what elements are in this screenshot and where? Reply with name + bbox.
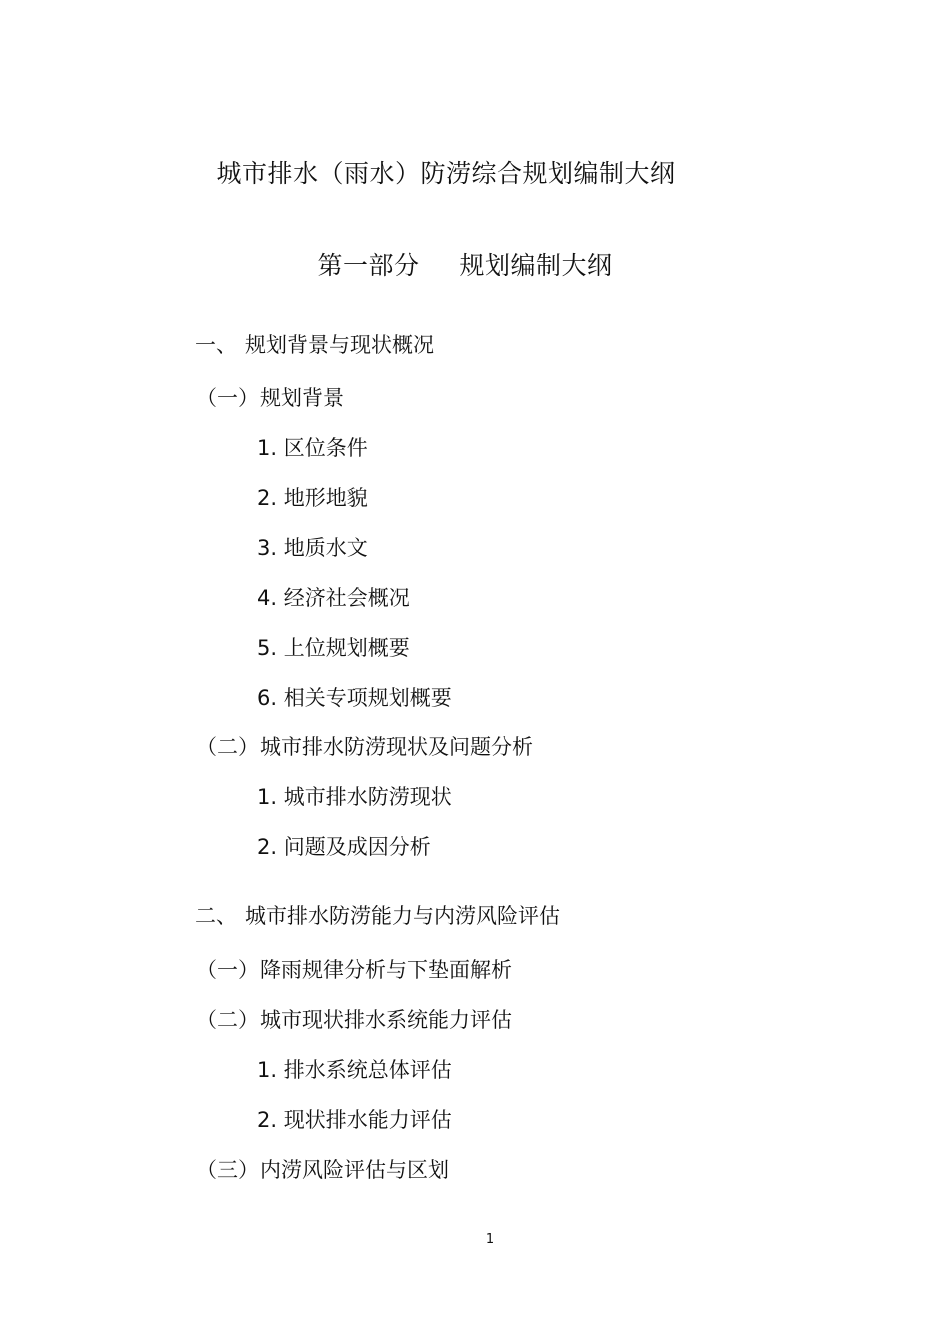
outline-marker: （二） bbox=[196, 735, 259, 759]
outline-marker: 4. bbox=[257, 586, 278, 610]
outline-text: 相关专项规划概要 bbox=[283, 686, 452, 710]
outline-item bbox=[196, 1005, 512, 1035]
outline-text: 经济社会概况 bbox=[283, 586, 410, 610]
outline-text: 城市排水防涝能力与内涝风险评估 bbox=[245, 904, 560, 928]
outline-text: 城市排水防涝现状及问题分析 bbox=[260, 735, 533, 759]
outline-marker: 3. bbox=[257, 536, 278, 560]
outline-text: 规划背景 bbox=[260, 386, 344, 410]
outline-marker: 2. bbox=[257, 835, 278, 859]
outline-marker: 5. bbox=[257, 636, 278, 660]
outline-marker: （一） bbox=[196, 386, 259, 410]
page-number: 1 bbox=[485, 1232, 495, 1247]
outline-marker: 6. bbox=[257, 686, 278, 710]
outline-item bbox=[257, 683, 452, 713]
outline-text: 排水系统总体评估 bbox=[283, 1058, 452, 1082]
outline-marker: 1. bbox=[257, 436, 278, 460]
outline-item bbox=[257, 1055, 452, 1085]
outline-item bbox=[257, 433, 368, 463]
outline-marker: （三） bbox=[196, 1158, 259, 1182]
outline-marker: 2. bbox=[257, 486, 278, 510]
outline-marker: 1. bbox=[257, 785, 278, 809]
outline-marker: （二） bbox=[196, 1008, 259, 1032]
outline-item bbox=[257, 832, 431, 862]
outline-marker: （一） bbox=[196, 958, 259, 982]
outline-item bbox=[196, 732, 533, 762]
outline-item bbox=[195, 330, 434, 360]
outline-item bbox=[257, 633, 410, 663]
outline-text: 上位规划概要 bbox=[283, 636, 410, 660]
outline-marker: 1. bbox=[257, 1058, 278, 1082]
part-name: 规划编制大纲 bbox=[459, 251, 613, 280]
outline-text: 规划背景与现状概况 bbox=[245, 333, 434, 357]
outline-item bbox=[257, 583, 410, 613]
outline-item bbox=[195, 901, 560, 931]
outline-item bbox=[196, 955, 512, 985]
part-label: 第一部分 bbox=[317, 251, 420, 280]
outline-text: 城市现状排水系统能力评估 bbox=[260, 1008, 512, 1032]
outline-item bbox=[257, 483, 368, 513]
outline-item bbox=[196, 383, 344, 413]
outline-text: 现状排水能力评估 bbox=[283, 1108, 452, 1132]
outline-text: 降雨规律分析与下垫面解析 bbox=[260, 958, 512, 982]
outline-marker: 二、 bbox=[195, 904, 237, 928]
outline-item bbox=[257, 1105, 452, 1135]
outline-marker: 2. bbox=[257, 1108, 278, 1132]
outline-text: 区位条件 bbox=[283, 436, 368, 460]
outline-item bbox=[257, 533, 368, 563]
document-title: 城市排水（雨水）防涝综合规划编制大纲 bbox=[216, 159, 676, 188]
outline-item bbox=[257, 782, 452, 812]
outline-marker: 一、 bbox=[195, 333, 237, 357]
outline-text: 城市排水防涝现状 bbox=[283, 785, 452, 809]
outline-text: 地形地貌 bbox=[283, 486, 368, 510]
outline-item bbox=[196, 1155, 449, 1185]
outline-text: 地质水文 bbox=[283, 536, 368, 560]
part-heading bbox=[0, 246, 930, 282]
outline-text: 内涝风险评估与区划 bbox=[260, 1158, 449, 1182]
outline-text: 问题及成因分析 bbox=[283, 835, 431, 859]
